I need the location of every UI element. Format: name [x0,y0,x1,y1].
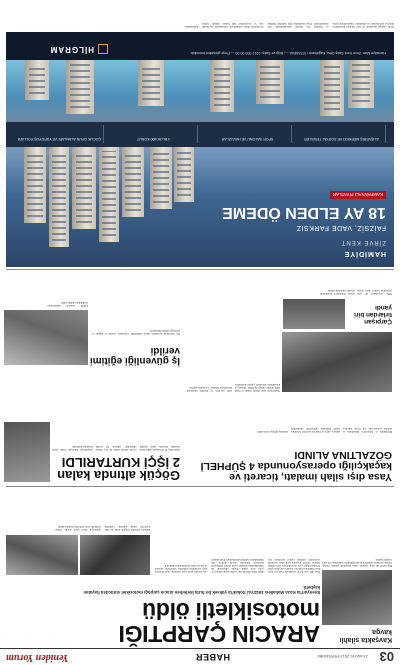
ad-contact-info: Hamidiye Mah. Zirve Kent Satış Ofisi, Kağıthane / İSTANBUL — Bilgi ve Satış: 0212 000 00 00 — Proje görselleri temsilidir. [189,51,386,55]
ad-building [99,147,119,242]
gocuk-headline: Göçük altında kalan 2 İŞÇİ KURTARILDI [57,455,180,483]
page-number: 03 [379,649,394,664]
ad-building [66,60,94,114]
accident-photo [80,535,150,575]
section-title: HABER [195,652,230,662]
side-headline: Kavşakta silahlı kavga [339,628,392,643]
divider [6,269,394,270]
yasa-photo [282,332,392,392]
gocuk-body: Arnavutköy'de bir inşaatın temel kazısı sırasında meydana gelen göçükte toprak altında kalan iki işçi, itfaiye ekiplerinin yaklaşık bir saatlik çalışmasıyla kurtarıldı. Yaralı işçiler hastaneye kaldırıldı. [52,444,180,451]
ad-building [24,147,46,223]
page-date: 23 MAYIS 2019 PERŞEMBE [316,654,368,659]
ad-pool-photo [6,60,394,122]
gocuk-photo [4,422,50,482]
ad-footer [6,32,394,60]
accident-photo-2 [6,535,78,575]
isg-headline: İş güvenliği eğitimi verildi [89,345,180,366]
side-photo [322,570,392,625]
ad-headline: 18 AY ELDEN ÖDEME [222,204,386,221]
masthead [0,648,400,665]
ad-feature: SPOR SALONU VE HAVUZLAR [204,125,292,143]
yasa-body: Beylikdüzü ve Esenyurt'ta düzenlenen eş zamanlı operasyonda çok sayıda ruhsatsız tabanca, şarjör ve fişek ele geçirildi. Gözaltına alınan şüpheliler emniyetteki işlemlerinin ardından adliyeye sevk edildi. [256,426,392,433]
developer-logo: HİLGRAM [49,45,94,54]
newspaper-logo: Yeniden Yorum [6,652,69,663]
ad-building [25,60,49,100]
bottom-body: İlçede yaşanan gelişmeler ve yerel haberler gazetemizin ilerleyen sayfalarında yer almaktadır. Okurlarımızın görüş ve önerileri için iletişim adreslerimizden bize ulaşabilirsiniz. Yayın kurulumuz tüm haberleri titizlikle inceleyerek sizlere sunmaktadır. Gazetemizde yayınlanan yazı ve fotoğrafların tüm hakları saklıdır; izinsiz kullanılamaz. [183,21,394,28]
ad-building [138,60,164,106]
ad-price-tag: KAMPANYALI FİYATLAR [330,191,386,199]
ad-building [49,147,69,247]
ad-feature: ALIŞVERİŞ MERKEZİ VE SOSYAL TESİSLER [298,125,386,143]
yasa-body-continued: Şüphelilerin uzun süredir teknik ve fiziki takip altında olduğu öğrenildi. Operasyon kapsamında adreslerde yapılan aramalarda silah parçaları ve imalatta kullanılan malzemeler bulundu. Soruşturma sürüyor. [187,382,280,392]
ad-features [14,125,386,143]
ad-feature: 4 BLOK 600 KONUT [110,125,198,143]
ad-building [174,147,194,202]
developer-logo-icon [98,44,108,54]
ad-subheadline: FAİZSİZ, VADE FARKSIZ [296,224,386,231]
isg-body: İlçe belediyesi tarafından inşaat sektöründe çalışanlara yönelik iş sağlığı ve güvenliği eğitimi düzenlendi. [92,328,180,335]
isg-body-continued: Eğitim sonunda katılımcılara sertifikaları takdim edildi. [47,300,88,307]
tir-headline: Çarpışan tırlardan biri yandı [354,304,392,325]
divider [6,486,394,487]
side-body: Bağcılar'da iki grup arasında çıkan tartışmada silahlar çekildi. Olayda yaralanan olmazken kaçan şüphelileri yakalamak için polis çalışma başlattı. [322,557,392,567]
yasa-headline: Yasa dışı silah imalatı, ticareti ve kaçakçılığı operasyonunda 4 ŞÜPHELİ GÖZALTINA ALINDI [200,449,392,483]
ad-building [256,60,284,104]
main-headline: ARACIN ÇARPTIĞI motosikletli öldü [118,598,320,647]
tir-photo [283,299,345,329]
ad-brand: HAMİDİYE [343,250,386,257]
ad-building [72,147,96,229]
ad-feature: ÇOCUK OYUN ALANLARI VE YÜRÜYÜŞ YOLLARI [16,125,104,143]
main-body: Olay dün saat 02.30 sıralarında Esenyurt ilçesi Koza Mahallesi 1642'nci Sokak'ta meydana geldi. Edinilen bilgiye göre, motosikletiyle seyir halinde bulunan sürücü, kavşakta kontrolünü kaybeden otomobilin çarpması sonucu savrularak yere düştü. İhbar üzerine olay yerine sağlık ekipleri ve polis sevk edildi. Sağlık ekiplerinin ilk müdahalesinin ardından yaralı sürücü ambulansla hastaneye kaldırıldı. Ancak sürücü, tüm müdahalelere rağmen kurtarılamadı. Polis ekipleri olay yerinde geniş çaplı inceleme yaptı. Kazayla ilgili soruşturma başlatıldı. Sürücünün cenazesi otopsi için Adli Tıp Kurumu'na kaldırıldı. [155,557,320,573]
ad-project-name: ZİRVE KENT [340,239,386,245]
ad-building [348,60,374,108]
ad-building [320,60,344,116]
tir-body: TEM otoyolunda iki tırın çarpışması sonucu çıkan yangın itfaiye ekiplerince söndürüldü. Kazada yaralanan olmadı. [319,288,392,295]
real-estate-advertisement [6,32,394,267]
main-deck: Esenyurt'ta Koza Mahallesi 1642'nci Sokak'ta yüksek bir hızla ilerlerken aracın çarptığı motosiklet sürücüsü hayatını kaybetti. [83,585,320,595]
isg-photo [4,310,88,365]
ad-building [150,147,172,209]
main-body-continued: Kazanın ardından bölgede trafik bir süre kontrollü olarak sağlandı. Çekicinin gelmesiyle hasar gören araçlar yoldan kaldırıldı. Araç sürücüsü gözaltına alındı. [55,524,150,531]
ad-building [122,147,144,217]
ad-building [210,60,234,112]
